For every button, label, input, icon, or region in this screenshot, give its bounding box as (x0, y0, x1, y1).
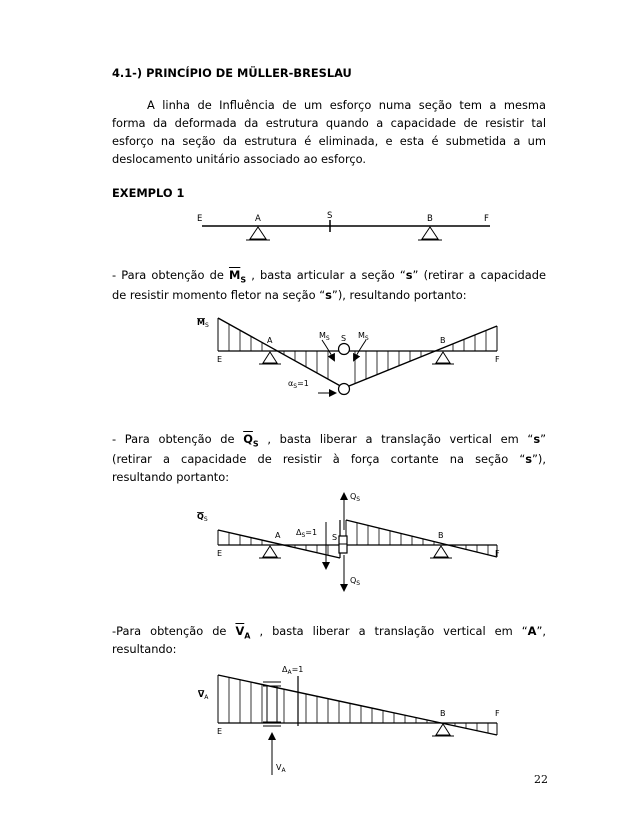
support-a (250, 227, 266, 239)
example-title: EXEMPLO 1 (112, 186, 185, 200)
shear-right-segment (346, 520, 497, 557)
reaction-influence-diagram (218, 675, 497, 775)
moment-label-f: F (495, 355, 500, 364)
moment-hinge-top (339, 344, 350, 355)
intro-line-1: A linha de Influência de um esforço numa seção tem a mesma (147, 98, 546, 112)
moment-label-e: E (217, 355, 223, 364)
label-e: E (197, 214, 203, 224)
moment-hinge-bottom (339, 384, 350, 395)
example-beam (202, 220, 490, 240)
support-b-shear (434, 546, 448, 557)
shear-label-b: B (438, 531, 444, 540)
label-s: S (327, 211, 333, 221)
qs-bottom-label: $Q_S$ (350, 576, 361, 587)
moment-line-2: de resistir momento fletor na seção “s”), resultando portanto: (112, 288, 467, 302)
shear-line-2: (retirar a capacidade de resistir à força cortante na seção “s”), (112, 452, 546, 466)
ms-axis-label: $M_S$ (197, 318, 209, 329)
moment-influence-diagram (218, 318, 497, 395)
section-title: 4.1-) PRINCÍPIO DE MÜLLER-BRESLAU (112, 66, 352, 80)
shear-diagram-labels (197, 492, 500, 587)
va-arrow-label: $V_A$ (276, 763, 286, 774)
support-b-moment (436, 352, 450, 363)
moment-diagram-labels (197, 318, 500, 390)
delta-s-label: $\Delta_S=1$ (296, 528, 318, 539)
shear-line-1: - Para obtenção de $\overline{Q}_S$ , basta liberar a translação vertical em “s” (112, 432, 547, 449)
shear-symbol: $\overline{Q}$ (243, 432, 253, 446)
reaction-line-1: -Para obtenção de $\overline{V}_A$ , basta liberar a translação vertical em “A”, (112, 624, 546, 641)
va-axis-label: $V_A$ (198, 690, 209, 701)
intro-line-3: esforço na seção da estrutura é eliminada, e esta é submetida a um (112, 134, 546, 148)
reaction-symbol: $\overline{V}$ (235, 624, 245, 638)
label-b: B (427, 214, 433, 224)
shear-label-a: A (275, 531, 281, 540)
support-a-moment (263, 352, 277, 363)
intro-line-2: forma da deformada da estrutura quando a capacidade de resistir tal (112, 116, 546, 130)
reaction-label-f: F (495, 709, 500, 718)
page-number: 22 (534, 773, 548, 786)
ms-right-label: $M_S$ (358, 331, 369, 342)
qs-top-label: $Q_S$ (350, 492, 361, 503)
reaction-diagram-labels (198, 665, 500, 774)
shear-label-e: E (217, 549, 223, 558)
example-beam-labels (197, 211, 489, 224)
shear-label-f: F (495, 549, 500, 558)
shear-influence-diagram (218, 494, 497, 590)
intro-line-4: deslocamento unitário associado ao esforço. (112, 152, 367, 166)
reaction-line-2: resultando: (112, 642, 177, 656)
ms-left-label: $M_S$ (319, 331, 330, 342)
label-a: A (255, 214, 261, 224)
moment-label-s: S (341, 334, 347, 343)
support-b-reaction (436, 724, 450, 735)
moment-arrow-right (354, 340, 366, 360)
reaction-label-b: B (440, 709, 446, 718)
rotation-label: $\alpha_S=1$ (288, 379, 309, 390)
support-a-shear (263, 546, 277, 557)
moment-label-b: B (440, 336, 446, 345)
label-f: F (484, 214, 489, 224)
support-b (422, 227, 438, 239)
moment-label-a: A (267, 336, 273, 345)
reaction-label-e: E (217, 727, 223, 736)
moment-line-1: - Para obtenção de $\overline{M}_S$ , basta articular a seção “s” (retirar a capacidade (112, 268, 547, 285)
moment-symbol: $\overline{M}$ (228, 268, 241, 282)
shear-label-s: S (332, 533, 338, 542)
shear-line-3: resultando portanto: (112, 470, 230, 484)
qs-axis-label: $Q_S$ (197, 512, 208, 523)
delta-a-label: $\Delta_A=1$ (282, 665, 304, 676)
